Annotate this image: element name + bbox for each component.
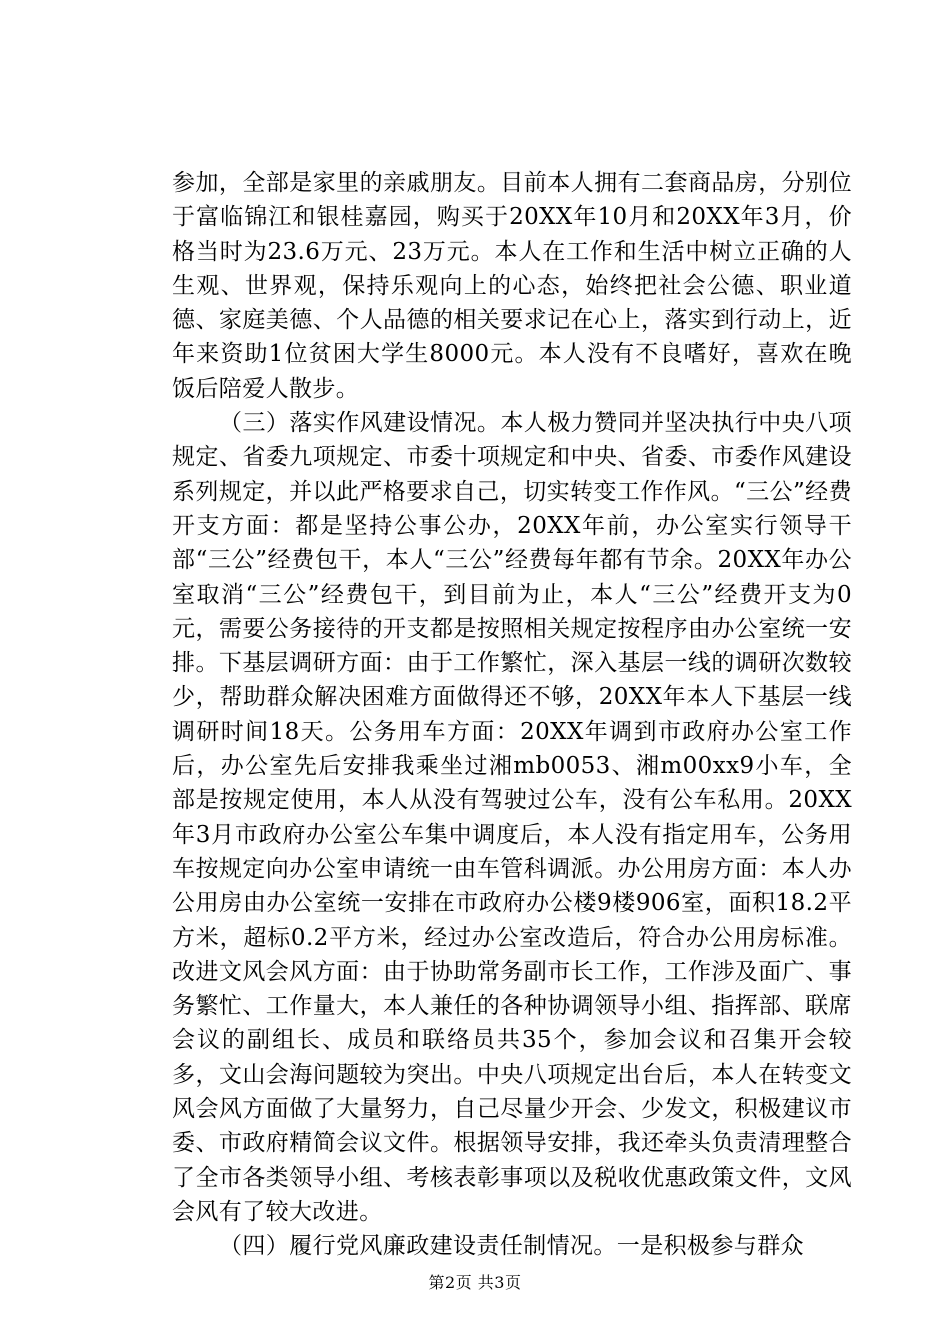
paragraph-work-style: （三）落实作风建设情况。本人极力赞同并坚决执行中央八项规定、省委九项规定、市委十项规定和中央、省委、市委作风建设系列规定，并以此严格要求自己，切实转变工作作风。“三公”经费开支方面：都是坚持公事公办，20XX年前，办公室实行领导干部“三公”经费包干，本人“三公”经费每年都有节余。20XX年办公室取消“三公”经费包干，到目前为止，本人“三公”经费开支为0元，需要公务接待的开支都是按照相关规定按程序由办公室统一安排。下基层调研方面：由于工作繁忙，深入基层一线的调研次数较少，帮助群众解决困难方面做得还不够，20XX年本人下基层一线调研时间18天。公务用车方面：20XX年调到市政府办公室工作后，办公室先后安排我乘坐过湘mb0053、湘m00xx9小车，全部是按规定使用，本人从没有驾驶过公车，没有公车私用。20XX年3月市政府办公室公车集中调度后，本人没有指定用车，公务用车按规定向办公室申请统一由车管科调派。办公用房方面：本人办公用房由办公室统一安排在市政府办公楼9楼906室，面积18.2平方米，超标0.2平方米，经过办公室改造后，符合办公用房标准。改进文风会风方面：由于协助常务副市长工作，工作涉及面广、事务繁忙、工作量大，本人兼任的各种协调领导小组、指挥部、联席会议的副组长、成员和联络员共35个，参加会议和召集开会较多，文山会海问题较为突出。中央八项规定出台后，本人在转变文风会风方面做了大量努力，自己尽量少开会、少发文，积极建议市委、市政府精简会议文件。根据领导安排，我还牵头负责清理整合了全市各类领导小组、考核表彰事项以及税收优惠政策文件，文风会风有了较大改进。 — [172, 410, 852, 1225]
page-footer: 第2页 共3页 — [428, 1273, 522, 1292]
paragraph-party-conduct: （四）履行党风廉政建设责任制情况。一是积极参与群众 — [219, 1233, 804, 1260]
document-body — [172, 166, 852, 1264]
paragraph-continuation: 参加，全部是家里的亲戚朋友。目前本人拥有二套商品房，分别位于富临锦江和银桂嘉园，购买于20XX年10月和20XX年3月，价格当时为23.6万元、23万元。本人在工作和生活中树立正确的人生观、世界观，保持乐观向上的心态，始终把社会公德、职业道德、家庭美德、个人品德的相关要求记在心上，落实到行动上，近年来资助1位贫困大学生8000元。本人没有不良嗜好，喜欢在晚饭后陪爱人散步。 — [172, 170, 852, 402]
